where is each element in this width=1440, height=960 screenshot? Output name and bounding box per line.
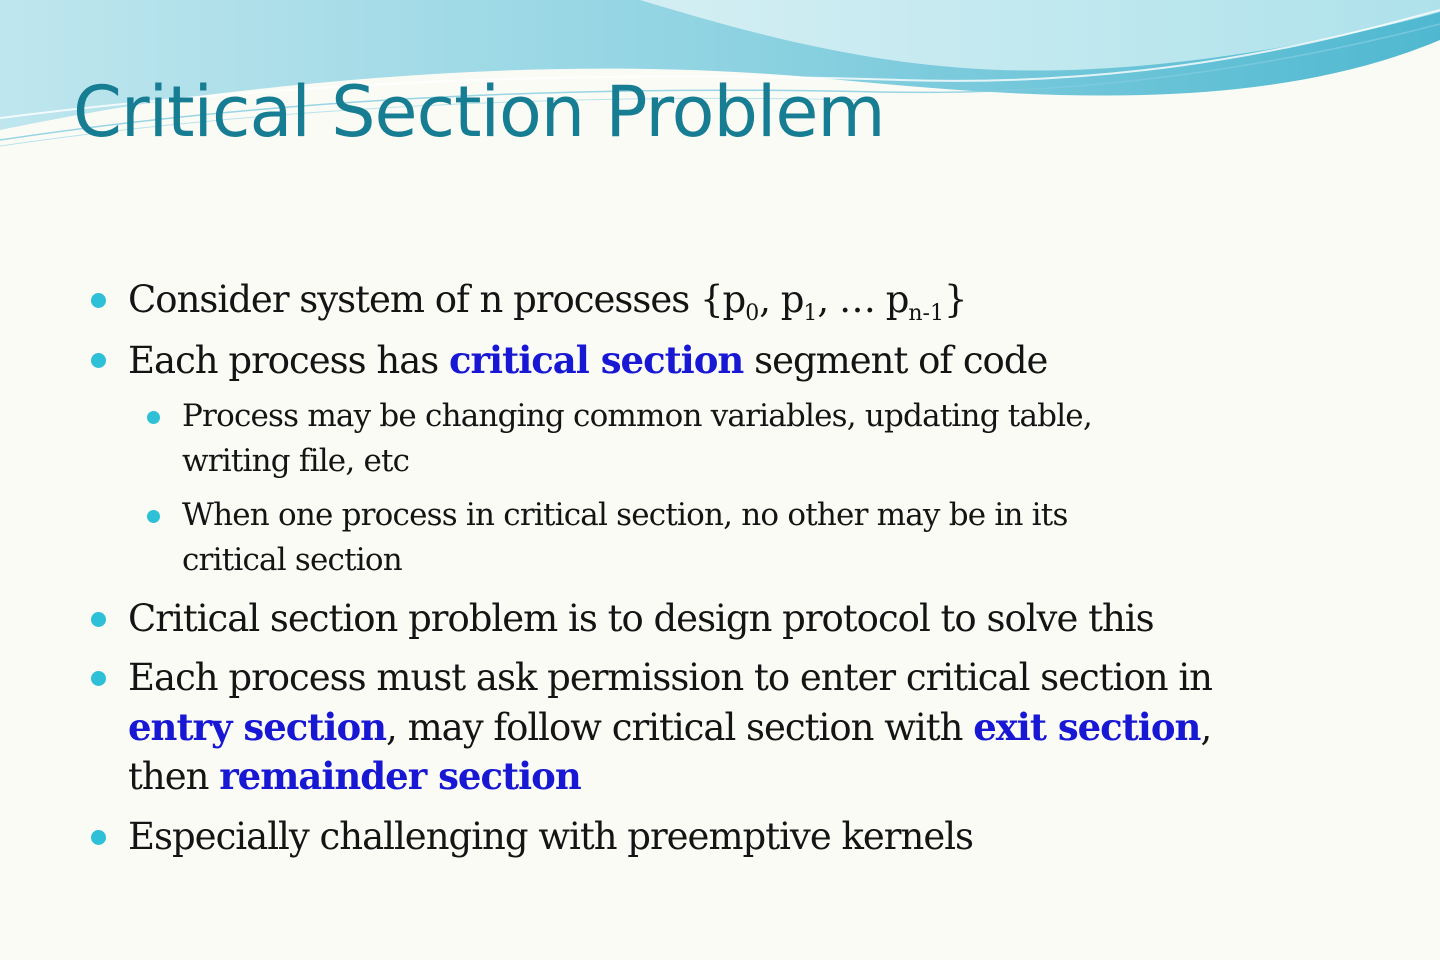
bullet-problem: Critical section problem is to design protocol to solve this xyxy=(128,597,1154,640)
bullet-text: Each process has xyxy=(128,339,450,382)
bullet-text: , … p xyxy=(817,278,909,321)
sub-bullet-line: When one process in critical section, no other may be in its xyxy=(182,497,1068,533)
sub-bullet-line: Process may be changing common variables, updating table, xyxy=(182,398,1092,434)
bullet-text: Consider system of n processes {p xyxy=(128,278,746,321)
slide-title: Critical Section Problem xyxy=(73,71,885,153)
highlight-term: exit section xyxy=(973,705,1201,749)
highlight-term: remainder section xyxy=(219,754,581,798)
bullet-dot xyxy=(91,293,106,308)
highlight-term: entry section xyxy=(128,705,387,749)
sub-bullet-line: critical section xyxy=(182,542,402,578)
bullet-permission-line1: Each process must ask permission to enter critical section in xyxy=(128,656,1213,699)
bullet-processes xyxy=(128,276,967,330)
bullet-critical-section xyxy=(128,336,1047,385)
sub-bullet-dot xyxy=(147,510,160,523)
bullet-text: } xyxy=(944,278,967,321)
bullet-dot xyxy=(91,353,106,368)
bullet-text: then xyxy=(128,755,220,798)
bullet-permission-line3 xyxy=(128,752,581,801)
bullet-dot xyxy=(91,612,106,627)
bullet-dot xyxy=(91,671,106,686)
bullet-preemptive: Especially challenging with preemptive kernels xyxy=(128,815,974,858)
subscript: 0 xyxy=(745,301,760,326)
bullet-dot xyxy=(91,830,106,845)
bullet-text: , may follow critical section with xyxy=(386,706,974,749)
bullet-permission-line2 xyxy=(128,703,1211,752)
bullet-text: , xyxy=(1200,706,1212,749)
sub-bullet-dot xyxy=(147,411,160,424)
bullet-text: segment of code xyxy=(743,339,1048,382)
subscript: 1 xyxy=(803,301,818,326)
highlight-term: critical section xyxy=(449,338,744,382)
sub-bullet-line: writing file, etc xyxy=(182,443,410,479)
bullet-text: , p xyxy=(759,278,804,321)
subscript: n-1 xyxy=(908,301,944,326)
